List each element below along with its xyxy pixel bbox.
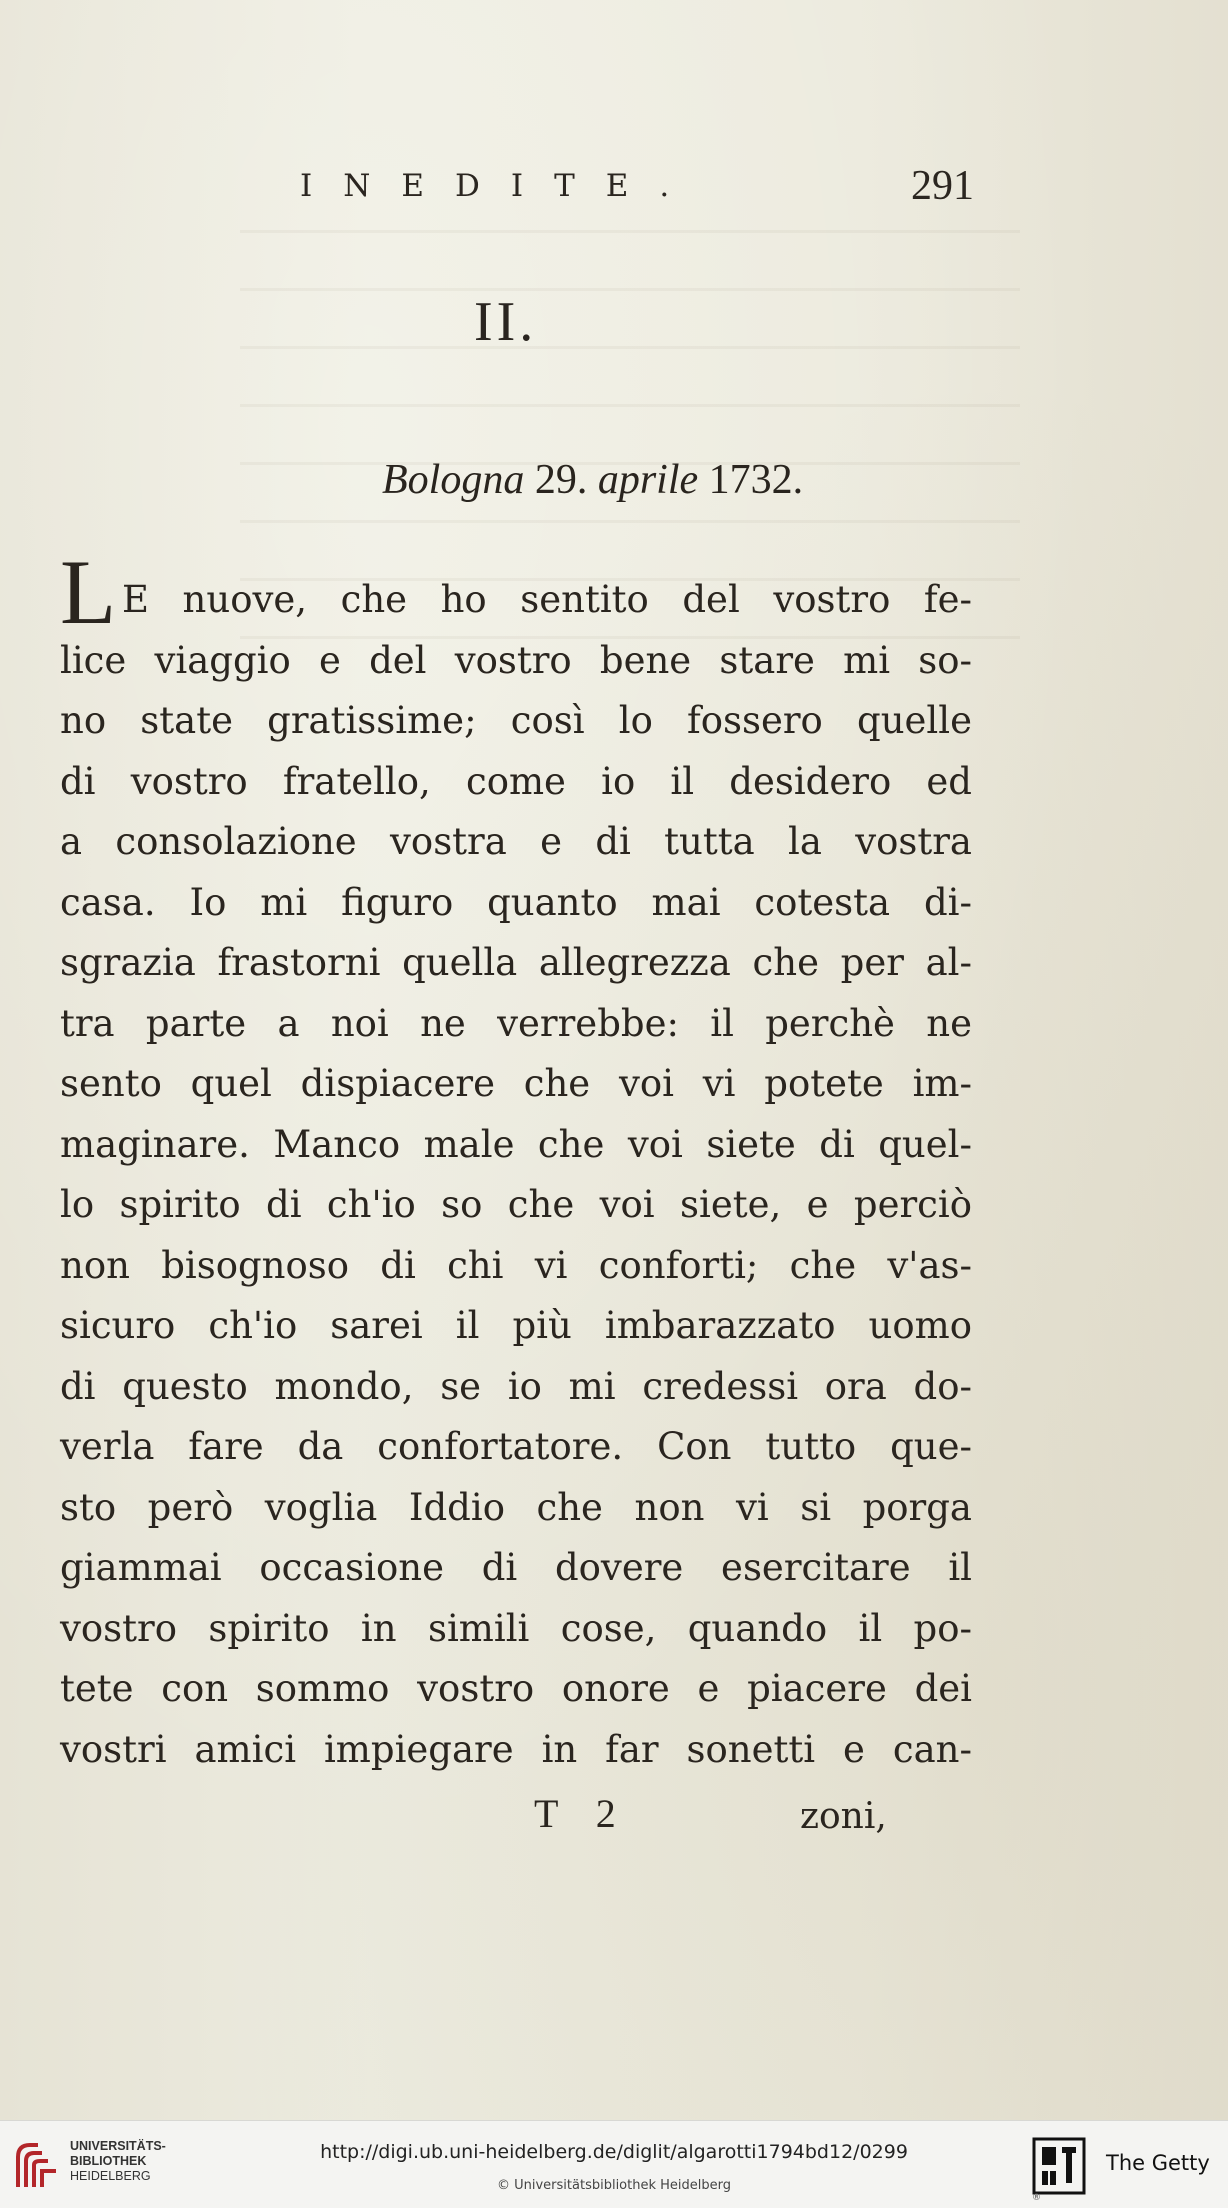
running-head-title: INEDITE. <box>300 168 701 204</box>
text-line: sto però voglia Iddio che non vi si porga <box>60 1485 972 1529</box>
drop-cap: L <box>60 541 117 643</box>
text-line: verla fare da confortatore. Con tutto que- <box>60 1425 972 1468</box>
text-line: lice viaggio e del vostro bene stare mi so- <box>60 638 972 682</box>
permalink-url[interactable]: http://digi.ub.uni-heidelberg.de/diglit/algarotti1794bd12/0299 <box>320 2141 908 2163</box>
text-line <box>60 541 972 643</box>
text-line: maginare. Manco male che voi siete di quel- <box>60 1122 972 1166</box>
text-line: vostro spirito in simili cose, quando il po- <box>60 1606 972 1650</box>
text-line: a consolazione vostra e di tutta la vostra <box>60 820 972 863</box>
text-line: lo spirito di ch'io so che voi siete, e perciò <box>60 1183 972 1226</box>
text-line: sicuro ch'io sarei il più imbarazzato uomo <box>60 1304 972 1347</box>
registered-mark: ® <box>1032 2193 1041 2203</box>
text-line: di questo mondo, se io mi credessi ora do- <box>60 1364 972 1408</box>
text-line: vostri amici impiegare in far sonetti e can- <box>60 1727 972 1771</box>
dateline-place: Bologna <box>382 457 525 503</box>
dateline <box>382 456 803 504</box>
letter-body <box>60 541 972 1780</box>
signature-mark: T 2 <box>534 1791 630 1836</box>
dateline-year: 1732. <box>708 457 804 503</box>
library-name-line-2: BIBLIOTHEK <box>70 2154 147 2168</box>
text-line: no state gratissime; così lo fossero quelle <box>60 699 972 742</box>
text-line: di vostro fratello, come io il desidero ed <box>60 759 972 803</box>
getty-label[interactable]: The Getty <box>1106 2151 1210 2175</box>
text-line: tete con sommo vostro onore e piacere dei <box>60 1667 972 1710</box>
text-line: non bisognoso di chi vi conforti; che v'as- <box>60 1243 972 1287</box>
running-head <box>300 162 980 222</box>
getty-logo[interactable] <box>1032 2135 1086 2197</box>
text-line: casa. Io mi figuro quanto mai cotesta di- <box>60 880 972 924</box>
section-number: II. <box>474 291 538 353</box>
dateline-day: 29. <box>534 457 588 503</box>
catchword: zoni, <box>800 1796 887 1837</box>
library-name-line-1: UNIVERSITÄTS- <box>70 2139 166 2153</box>
viewer-footer-bar <box>0 2120 1228 2208</box>
text-line: sento quel dispiacere che voi vi potete im- <box>60 1062 972 1105</box>
text-line: sgrazia frastorni quella allegrezza che per al- <box>60 941 972 984</box>
text-line: giammai occasione di dovere esercitare il <box>60 1546 972 1589</box>
library-name-line-3: HEIDELBERG <box>70 2169 151 2183</box>
page-number: 291 <box>911 163 974 209</box>
dateline-month: aprile <box>597 457 699 503</box>
text-line-content: E nuove, che ho sentito del vostro fe- <box>122 578 972 621</box>
getty-monogram-icon <box>1032 2135 1086 2197</box>
copyright-notice: © Universitätsbibliothek Heidelberg <box>496 2178 731 2193</box>
text-line: tra parte a noi ne verrebbe: il perchè ne <box>60 1001 972 1045</box>
